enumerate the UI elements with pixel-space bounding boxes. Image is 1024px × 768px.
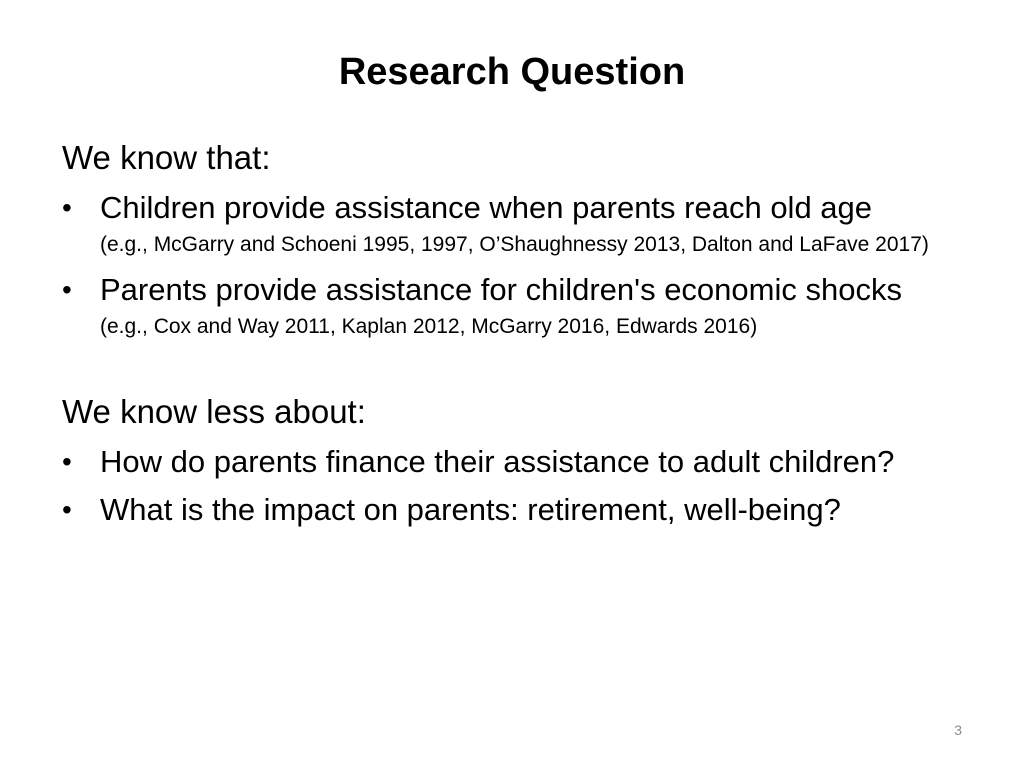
section-heading-know: We know that:: [62, 139, 271, 176]
bullet-item: [62, 442, 982, 482]
bullet-text: Children provide assistance when parents reach old age: [100, 190, 873, 225]
section-heading-know-less: We know less about:: [62, 393, 366, 430]
section-spacer: [62, 344, 982, 390]
bullet-citation: (e.g., Cox and Way 2011, Kaplan 2012, McGarry 2016, Edwards 2016): [100, 315, 758, 338]
slide-content: [62, 136, 982, 530]
bullet-item: [62, 270, 982, 344]
bullet-icon: •: [62, 446, 72, 477]
bullet-item: [62, 490, 982, 530]
slide-number: 3: [954, 722, 962, 738]
bullet-text: Parents provide assistance for children's economic shocks: [100, 272, 902, 307]
bullet-text: How do parents finance their assistance to adult children?: [100, 444, 895, 479]
slide-title: Research Question: [338, 51, 686, 93]
bullet-citation: (e.g., McGarry and Schoeni 1995, 1997, O’Shaughnessy 2013, Dalton and LaFave 2017): [100, 233, 929, 256]
bullet-text: What is the impact on parents: retirement, well-being?: [100, 492, 841, 527]
bullet-icon: •: [62, 274, 72, 305]
bullet-item: [62, 188, 982, 262]
bullet-icon: •: [62, 192, 72, 223]
bullet-icon: •: [62, 494, 72, 525]
